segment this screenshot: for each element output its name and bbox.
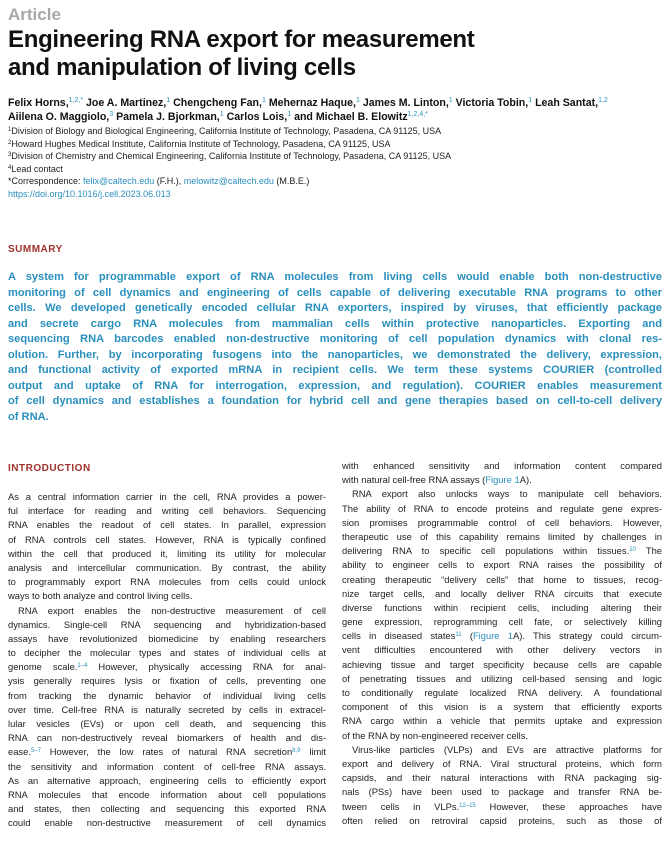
text-line [342, 686, 662, 700]
affiliation-number: 2 [8, 139, 12, 146]
text-segment: nize target cells, and locally deliver RNA circuits that execute [342, 587, 662, 599]
author-affiliation-marker: 1,2,4,* [407, 110, 428, 118]
text-segment: analysis and intercellular communication. By contrast, the ability [8, 561, 326, 573]
author-name: Chengcheng Fan, [170, 97, 262, 109]
text-segment: to conditionally regulate localized RNA delivery. A foundational [342, 687, 662, 698]
author-name: Pamela J. Bjorkman, [113, 110, 220, 123]
summary-heading: SUMMARY [8, 244, 63, 255]
text-segment: RNA molecules that encode information about cell populations [8, 788, 326, 800]
citation-reference[interactable]: 12–15 [459, 802, 476, 809]
text-segment: ways to both analyze and control living cells. [8, 590, 193, 602]
text-segment: component of this vision is a system that efficiently exports [342, 701, 662, 713]
text-segment: However, these approaches have [475, 800, 662, 812]
text-segment: genome scale. [8, 661, 78, 673]
text-line [342, 729, 662, 743]
text-line [342, 516, 662, 530]
summary-line: of cell dynamics and establishes a foundation for hybrid cell and gene therapies based on cell-to-cell delivery [8, 395, 662, 407]
email-link-felix[interactable]: felix@caltech.edu [83, 176, 155, 186]
summary-line: monitoring of cell dynamics and engineering of cells capable of delivering executable RNA programs to other [8, 286, 662, 299]
text-line [8, 802, 326, 816]
correspondence-suffix: (M.B.E.) [273, 176, 310, 186]
text-segment: the sensitivity and information content of cell-free RNA assays. [8, 760, 326, 772]
author-list [8, 97, 668, 124]
text-segment: diverse functions within recipient cells, including altering their [342, 601, 662, 613]
text-segment: over time. Cell-free RNA is naturally secreted by cells in extracel- [8, 703, 326, 715]
text-line [8, 561, 326, 575]
doi-link[interactable]: https://doi.org/10.1016/j.cell.2023.06.013 [8, 188, 171, 199]
title-line-2: and manipulation of living cells [8, 54, 356, 81]
citation-reference[interactable]: 11 [455, 632, 462, 639]
text-segment: ease. [8, 746, 31, 758]
article-title [8, 26, 658, 82]
summary-text [8, 270, 662, 425]
text-line [8, 760, 326, 774]
text-segment: sion promises programmable control of cell behaviors. However, [342, 516, 662, 528]
summary-line: output and uptake of RNA for interrogation, expression, and regulation). COURIER enables measurement [8, 379, 662, 392]
summary-line: A system for programmable export of RNA molecules from living cells would enable both non-destructive [8, 271, 662, 283]
text-line [8, 518, 326, 532]
text-line [342, 757, 662, 771]
text-line [342, 544, 662, 558]
text-line [342, 587, 662, 601]
text-segment: ful interface for reading and writing cell behaviors. Sequencing [8, 505, 326, 517]
text-segment: often relied on retroviral capsid proteins, such as those of [342, 814, 662, 826]
author-name: and Michael B. Elowitz [291, 110, 408, 123]
text-line [342, 502, 662, 516]
citation-reference[interactable]: 8,9 [292, 748, 301, 755]
text-segment: RNA cargo within a vehicle that permits uptake and expression [342, 715, 662, 727]
text-segment: ( [461, 630, 473, 642]
text-segment: However, the low rates of natural RNA secretion [40, 746, 293, 758]
text-segment: vent difficulties encountered with other delivery vectors in [342, 644, 662, 656]
text-line [8, 575, 326, 589]
text-segment: As a central information carrier in the cell, RNA provides a power- [8, 491, 326, 502]
citation-reference[interactable]: 10 [629, 547, 636, 554]
text-segment: As an alternative approach, engineering cells to efficiently export [8, 774, 326, 786]
author-affiliation-marker: 1 [219, 110, 224, 118]
author-affiliation-marker: 1 [448, 97, 453, 104]
figure-reference-link[interactable]: Figure 1 [485, 474, 520, 486]
summary-line: olution. Further, by incorporating fusogens into the nanoparticles, we demonstrated the delivery, expression, [8, 348, 662, 361]
author-name: James M. Linton, [359, 97, 449, 109]
text-segment: However, physically accessing RNA for anal- [87, 661, 326, 673]
body-column-right [342, 459, 662, 828]
text-segment: limit [300, 746, 326, 758]
author-name: Joe A. Martinez, [83, 97, 167, 109]
text-line [8, 632, 326, 646]
text-line [8, 674, 326, 688]
text-segment: The ability of RNA to encode proteins and regulate gene expres- [342, 502, 662, 514]
text-segment: creating therapeutic “delivery cells” that home to tissues, recog- [342, 573, 662, 585]
text-segment: export and delivery of RNA. Viral structural proteins, which form [342, 757, 662, 769]
author-name: Felix Horns, [8, 97, 69, 109]
text-line [342, 615, 662, 629]
author-affiliation-marker: 1 [166, 97, 171, 104]
introduction-heading: INTRODUCTION [8, 463, 91, 474]
text-line [342, 785, 662, 799]
summary-line: and functional activity of exported mRNA in recipient cells. We term these systems COURIER (controlled [8, 364, 662, 376]
text-line [342, 459, 662, 473]
text-line [342, 530, 662, 544]
affiliation-text: Division of Biology and Biological Engineering, California Institute of Technology, Pasadena, CA 91125, USA [11, 126, 442, 136]
author-affiliation-marker: 1,2 [598, 97, 608, 104]
affiliation-item [8, 138, 648, 151]
author-name: Victoria Tobin, [452, 97, 529, 109]
text-segment: ability to engineer cells to export RNA raises the possibility of [342, 559, 662, 571]
affiliations [8, 125, 648, 200]
text-segment: RNA can non-destructively reveal biomarkers of health and dis- [8, 732, 326, 744]
text-segment: could enable non-destructive measurement of cell dynamics [8, 817, 326, 829]
text-segment: and states, then collecting and sequencing this exported RNA [8, 803, 326, 815]
citation-reference[interactable]: 1–4 [77, 663, 88, 670]
text-segment: from tracking the dynamic behavior of individual living cells [8, 689, 326, 701]
affiliation-text: Division of Chemistry and Chemical Engineering, California Institute of Technology, Pasadena, CA 91125, USA [11, 151, 452, 161]
text-line [8, 646, 326, 660]
text-line [342, 672, 662, 686]
text-segment: delivering RNA to specific cell populations within tissues. [342, 545, 630, 557]
author-name: Leah Santat, [532, 97, 599, 109]
author-affiliation-marker: 1,2,* [68, 97, 84, 104]
text-segment: with enhanced sensitivity and information content compared [342, 460, 662, 471]
text-segment: of penetrating tissues and utilizing cell-based sensing and logic [342, 672, 662, 684]
text-line [8, 533, 326, 547]
text-segment: RNA enables the readout of cell states. In parallel, expression [8, 519, 326, 531]
text-segment: Virus-like particles (VLPs) and EVs are attractive platforms for [352, 743, 662, 755]
text-line [342, 658, 662, 672]
affiliation-item [8, 125, 648, 138]
text-line [8, 589, 326, 603]
text-line [342, 814, 662, 828]
text-line [8, 504, 326, 518]
email-link-melowitz[interactable]: melowitz@caltech.edu [183, 176, 274, 186]
text-line [8, 547, 326, 561]
text-segment: achieving tissue and target specificity because cells are capable [342, 658, 662, 670]
text-line [8, 604, 326, 618]
text-line [342, 573, 662, 587]
text-line [342, 771, 662, 785]
text-segment: capsids, and their natural interactions with RNA packaging sig- [342, 772, 662, 784]
text-segment: within the cell that produced it, limiting its utility for molecular [8, 547, 326, 559]
text-segment: therapeutic use of this capability remains limited by challenges in [342, 530, 662, 542]
body-column-left [8, 490, 326, 831]
text-segment: with natural cell-free RNA assays ( [342, 474, 486, 486]
author-name: Aiilena O. Maggiolo, [8, 110, 110, 123]
text-line [342, 629, 662, 643]
text-segment: A). This strategy could circum- [513, 630, 662, 642]
text-line [342, 558, 662, 572]
text-segment: of the RNA by non-engineered receiver cells. [342, 729, 529, 741]
affiliation-number: 1 [8, 127, 12, 133]
affiliation-text: Lead contact [11, 163, 63, 174]
text-line [8, 717, 326, 731]
text-line [8, 689, 326, 703]
text-line [8, 788, 326, 802]
text-line [342, 487, 662, 501]
affiliation-item [8, 163, 648, 176]
text-segment: gene expression, reprogramming cell fate, or selectively killing [342, 616, 662, 628]
text-line [342, 601, 662, 615]
title-line-1: Engineering RNA export for measurement [8, 26, 475, 53]
affiliation-number: 3 [8, 152, 12, 158]
author-name: Mehernaz Haque, [265, 97, 356, 109]
correspondence-prefix: *Correspondence: [8, 176, 84, 186]
text-line [342, 473, 662, 487]
text-segment: RNA export also unlocks ways to manipulate cell behaviors. [352, 488, 662, 500]
correspondence-line [8, 175, 648, 188]
text-line [8, 745, 326, 759]
text-segment: ysis generally requires lysis or fixation of cells, preventing one [8, 675, 326, 687]
text-segment: lular vesicles (EVs) or upon cell death, and sequencing this [8, 718, 326, 729]
text-line [8, 774, 326, 788]
text-segment: A). [519, 474, 532, 486]
text-line [342, 714, 662, 728]
affiliation-item [8, 150, 648, 163]
text-segment: nals (PSs) have been used to package and transfer RNA be- [342, 786, 662, 798]
affiliation-number: 4 [8, 164, 12, 171]
text-line [342, 643, 662, 657]
citation-reference[interactable]: 5–7 [30, 748, 41, 755]
author-affiliation-marker: 1 [287, 110, 292, 118]
text-line [342, 800, 662, 814]
summary-line: of RNA. [8, 410, 49, 423]
text-line [8, 731, 326, 745]
text-line [342, 743, 662, 757]
affiliation-text: Howard Hughes Medical Institute, California Institute of Technology, Pasadena, CA 91125, USA [11, 138, 391, 149]
text-segment: to decipher the molecular types and states of individual cells at [8, 647, 326, 659]
text-segment: The [635, 545, 662, 557]
author-affiliation-marker: 1 [355, 97, 360, 104]
text-line [8, 816, 326, 830]
text-segment: cells in diseased states [342, 630, 456, 642]
text-line [342, 700, 662, 714]
correspondence-mid: (F.H.), [154, 176, 184, 186]
figure-reference-link[interactable]: Figure 1 [472, 630, 513, 642]
text-segment: RNA export enables the non-destructive measurement of cell [18, 604, 326, 616]
text-line [8, 490, 326, 504]
text-segment: dynamics. Single-cell RNA sequencing and hybridization-based [8, 618, 326, 630]
author-affiliation-marker: 1 [528, 97, 533, 104]
text-line [8, 703, 326, 717]
text-line [8, 660, 326, 674]
summary-line: sequencing RNA barcodes enabled non-destructive monitoring of cell population dynamics with clonal res- [8, 333, 662, 345]
author-affiliation-marker: 3 [109, 110, 114, 118]
article-type-label: Article [8, 5, 61, 24]
summary-line: and secrete cargo RNA molecules from mammalian cells within protective nanoparticles. Exporting and [8, 317, 662, 330]
text-segment: tween cells in VLPs. [342, 800, 460, 812]
author-affiliation-marker: 1 [261, 97, 266, 104]
text-line [8, 618, 326, 632]
summary-line: cells. We developed genetically encoded cellular RNA exporters, inspired by viruses, that efficiently package [8, 302, 662, 314]
author-name: Carlos Lois, [223, 110, 288, 123]
text-segment: assays have revolutionized biomedicine by enabling researchers [8, 632, 326, 644]
text-segment: to programmably export RNA molecules from cells could unlock [8, 576, 326, 588]
text-segment: of RNA controls cell states. However, RNA is typically confined [8, 533, 326, 545]
